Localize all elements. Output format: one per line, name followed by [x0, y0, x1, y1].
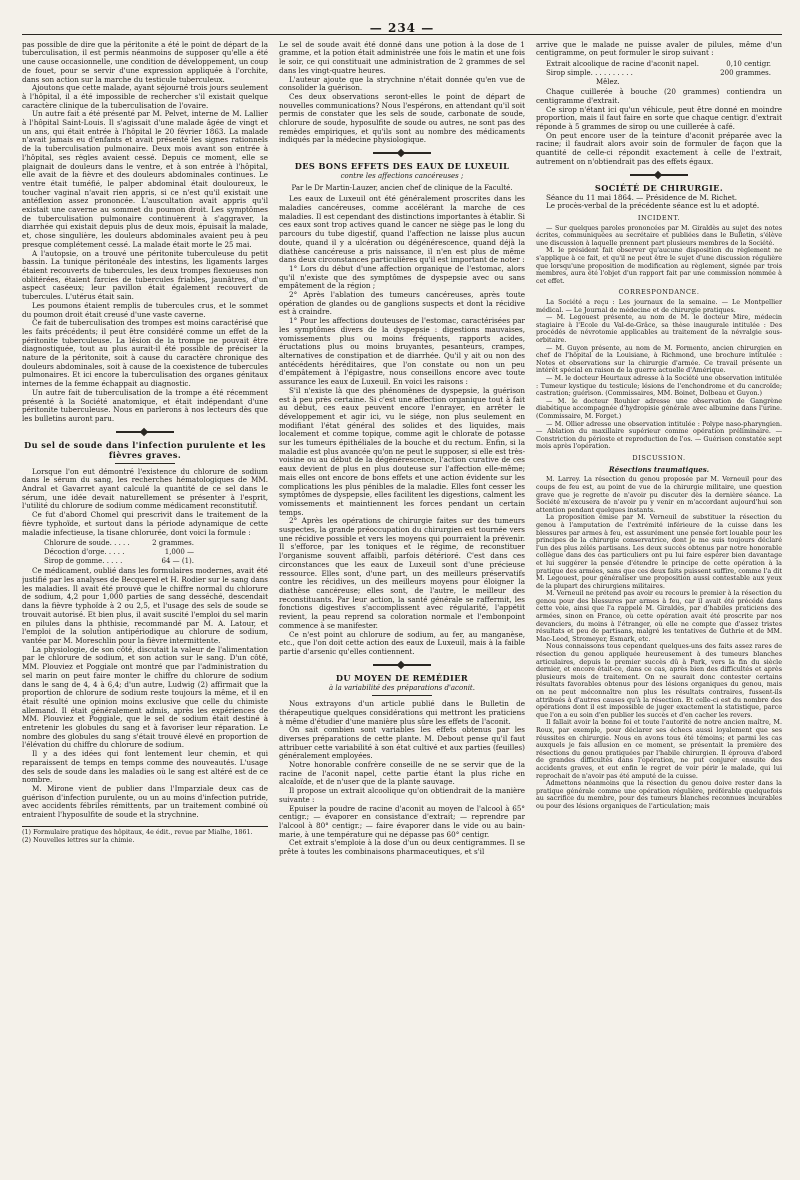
paragraph: Les poumons étaient remplis de tubercules crus, et le sommet du poumon droit était creusé d'une vaste caverne. [22, 300, 268, 319]
section-separator [279, 150, 525, 156]
paragraph: — M. Guyon présente, au nom de M. Formento, ancien chirurgien en chef de l'hôpital de la Louisiane, à Richmond, une brochure intitulée : Notes et observations sur la chirurgie d'armée. Ce travail présente un intérêt spécial en raison de la guerre actuelle d'Amérique. [536, 343, 782, 375]
paragraph: Il y a des idées qui font lentement leur chemin, et qui reparaissent de temps en temps comme des nouveautés. L'usage des sels de soude dans les maladies où le sang est altéré est de ce nombre. [22, 749, 268, 785]
paragraph: — M. Legouest présente, au nom de M. le docteur Mire, médecin stagiaire à l'Ecole du Val-de-Grâce, sa thèse inaugurale intitulée : Des procédés de névrotomie applicables au traitement de la névralgie sous-orbitaire. [536, 313, 782, 345]
recipe-line: Sirop de gomme. . . . . 64 — (1). [44, 556, 194, 565]
paragraph: Ce fut d'abord Chomel qui prescrivit dans le traitement de la fièvre typhoïde, et surtout dans la période adynamique de cette maladie infectieuse, la tisane chlorurée, dont voici la formule : [22, 510, 268, 537]
paragraph: M. le président fait observer qu'aucune disposition du règlement ne s'applique à ce fait, et qu'il ne peut être le sujet d'une discussion régulière que lorsqu'une proposition de modification au règlement, signée par trois membres, aura été l'objet d'un rapport fait par une commission nommée à cet effet. [536, 246, 782, 285]
paragraph: L'auteur ajoute que la strychnine n'était donnée qu'en vue de consolider la guérison. [279, 74, 525, 93]
paragraph: Un autre fait de tuberculisation de la trompe a été récemment présenté à la Société anatomique, et était indépendant d'une péritonite tuberculeuse. Nous en parlerons à nos lecteurs dès que les bulletins auront paru. [22, 387, 268, 423]
column-right [536, 41, 782, 811]
paragraph: La proposition émise par M. Verneuil de substituer la résection du genou à l'amputation de l'extrémité inférieure de la cuisse dans les blessures par armes à feu, est assurément une pensée fort louable pour les principes de la chirurgie conservatrice, dont je me suis toujours déclaré l'un des plus zélés partisans. Les deux succès obtenus par notre honorable collègue dans des cas particuliers ont pu lui faire espérer bien davantage et lui suggérer la pensée d'étendre le principe de cette opération à la pratique des armées, sans que ces deux faits puissent suffire, comme l'a dit M. Legouest, pour généraliser une proposition aussi contestable aux yeux de la plupart des chirurgiens militaires. [536, 513, 782, 590]
paragraph: — M. le docteur Rouhier adresse une observation de Gangrène diabétique accompagnée d'hydropisie générale avec albumine dans l'urine. (Commissaire, M. Forget.) [536, 396, 782, 421]
paragraph: S'il n'existe là que des phénomènes de dyspepsie, la guérison est à peu près certaine. Si c'est une affection organique tout à fait au début, ces eaux peuvent encore l'enrayer, en arrêter le développement et agir ici, vu le siége, non plus seulement en modifiant l'état général des solides et des liquides, mais localement et comme topique, comme agit le chlorate de potasse sur les tumeurs épithéliales de la bouche et du rectum. Enfin, si la maladie est plus avancée qu'on ne peut le supposer, si elle est très-voisine ou au début de la dégénérescence, l'action curative de ces eaux devient de plus en plus douteuse sur l'affection elle-même; mais elles ont encore de bons effets et une action évidente sur les complications les plus pénibles de la maladie. Elles font cesser les symptômes de dyspepsie, elles facilitent les digestions, calment les vomissements et maintiennent les forces pendant un certain temps. [279, 385, 525, 517]
footnote: (2) Nouvelles lettres sur la chimie. [22, 835, 135, 844]
paragraph: On peut encore user de la teinture d'aconit préparée avec la racine; il faudrait alors avoir soin de formuler de façon que la quantité de celle-ci répondit exactement à celle de l'extrait, autrement on n'obtiendrait pas des effets égaux. [536, 130, 782, 166]
paragraph: La Société a reçu : Les journaux de la semaine. — Le Montpellier médical. — Le Journal de médecine et de chirurgie pratiques. [536, 298, 782, 314]
title-rule [372, 695, 432, 696]
recipe-line: Chlorure de soude. . . . . 2 grammes. [44, 539, 194, 548]
paragraph: Ce médicament, oublié dans les formulaires modernes, avait été justifié par les analyses de Becquerel et H. Rodier sur le sang dans les maladies. Il avait été prouvé que le chiffre normal du chlorure de sodium, 4,2 pour 1,000 parties de sang desséché, descendait dans la fièvre typhoïde à 2 ou 2,5, et l'usage des sels de soude se trouvait autorisé. Et bien plus, il avait suscité l'emploi du sel marin en pilules dans la phthisie, recommandé par M. A. Latour, et l'emploi de la solution antipériodique au chlorure de sodium, vantée par M. Moreschlin pour la fièvre intermittente. [22, 566, 268, 645]
paragraph: Le sel de soude avait été donné dans une potion à la dose de 1 gramme, et la potion était administrée une fois le matin et une fois le soir, ce qui constituait une administration de 2 grammes de sel dans les vingt-quatre heures. [279, 40, 525, 75]
article-title: DES BONS EFFETS DES EAUX DE LUXEUIL [294, 161, 510, 172]
paragraph: Nous extrayons d'un article publié dans le Bulletin de thérapeutique quelques considérations qui mettront les praticiens à même d'étudier d'une manière plus sûre les effets de l'aconit. [279, 699, 525, 726]
paragraph: M. Verneuil ne prétend pas avoir eu recours le premier à la résection du genou pour des blessures par armes à feu, car il avait été précédé dans cette voie, ainsi que l'a rappelé M. Giraldès, par d'habiles praticiens des armées, sinon en France, où cette opération avait été proscrite par nos devanciers, du moins à l'étranger, où elle ne compte que d'assez tristes résultats et peu de partisans, malgré les tentatives de Guthrie et de MM. Mac-Leod, Stromeyer, Esmark, etc. [536, 589, 782, 643]
paragraph: — Sur quelques paroles prononcées par M. Giraldès au sujet des notes écrites, communiquées au secrétaire et publiées dans le Bulletin, s'élève une discussion à laquelle prennent part plusieurs membres de la Société. [536, 223, 782, 247]
paragraph: Epuiser la poudre de racine d'aconit au moyen de l'alcool à 65° centigr.; — évaporer en consistance d'extrait; — reprendre par l'alcool à 80° centigr.; — faire évaporer dans le vide ou au bain-marie, à une température qui ne dépasse pas 60° centigr. [279, 803, 525, 839]
paragraph: arrive que le malade ne puisse avaler de pilules, même d'un centigramme, on peut formuler le sirop suivant : [536, 40, 782, 58]
paragraph: 2° Après l'ablation des tumeurs cancéreuses, après toute opération de glandes ou de ganglions suspects et dont la récidive est à craindre. [279, 290, 525, 317]
syrup-recipe [546, 60, 782, 86]
section-label: DISCUSSION. [632, 453, 686, 462]
title-rule [115, 463, 175, 464]
paragraph: — M. le docteur Heurtaux adresse à la Société une observation intitulée : Tumeur kystique du testicule; lésions de l'enchondrome et du cancroïde; castration; guérison. (Commissaires, MM. Boinet, Dolbeau et Guyon.) [536, 374, 782, 398]
paragraph: pas possible de dire que la péritonite a été le point de départ de la tuberculisation, il est permis néanmoins de supposer qu'elle a été une cause occasionnelle, une condition de développement, un coup de fouet, pour se servir d'une expression appliquée à l'orchite, dans son action sur la marche du testicule tuberculeux. [22, 40, 268, 84]
paragraph: M. Mirone vient de publier dans l'Imparziale deux cas de guérison d'infection purulente, ou un au moins d'infection putride, avec accidents fébriles rémittents, par un traitement combiné où entraient l'hyposulfite de soude et la strychnine. [22, 783, 268, 820]
paragraph: M. Larrey. La résection du genou proposée par M. Verneuil pour des coups de feu est, au point de vue de la chirurgie militaire, une question grave que je regrette de n'avoir pu discuter dès la dernière séance. La Société m'excusera de n'avoir pu y venir en m'accordant aujourd'hui son attention pendant quelques instants. [536, 475, 782, 514]
paragraph: Nous connaissons tous cependant quelques-uns des faits assez rares de résection du genou appliquée heureusement à des tumeurs blanches articulaires, depuis le premier succès dû à Park, vers la fin du siècle dernier, et encore était-ce, dans ce cas, après bien des difficultés et après plusieurs mois de traitement. On ne saurait donc contester certains résultats favorables obtenus pour des lésions organiques du genou, mais on ne peut méconnaître non plus les résultats contraires, fussent-ils attribués à d'autres causes qu'à la résection. Et celle-ci est du nombre des opérations dont il est impossible de juger exactement la statistique, parce que l'on a eu soin d'en publier les succès et d'en cacher les revers. [536, 642, 782, 719]
paragraph: Il fallait avoir la bonne foi et toute l'autorité de notre ancien maître, M. Roux, par exemple, pour déclarer ses échecs aussi loyalement que ses réussites en chirurgie. Nous en avons tous été témoins; et parmi les cas auxquels je fais allusion en ce moment, se présentait la première des résections du genou pratiquées par l'habile chirurgien. Il éprouva d'abord de grandes difficultés dans l'opération, ne put conjurer ensuite des accidents graves, et eut enfin le regret de voir périr le malade, qui lui reprochait de n'avoir pas été amputé de la cuisse. [536, 718, 782, 780]
paragraph: Lorsque l'on eut démontré l'existence du chlorure de sodium dans le sérum du sang, les recherches hématologiques de MM. Andral et Gavarret ayant calculé la quantité de ce sel dans le sérum, une idée devait naturellement se présenter à l'esprit, l'utilité du chlorure de sodium comme médicament reconstitutif. [22, 466, 268, 511]
paragraph: Ce fait de tuberculisation des trompes est moins caractérisé que les faits précédents; il peut être considéré comme un effet de la péritonite tuberculeuse. La lésion de la trompe ne pouvait être diagnostiquée, tout au plus aurait-il été possible de préciser la nature de la péritonite, soit à cause du caractère chronique des douleurs abdominales, soit à cause de la coexistence de tubercules pulmonaires. Et ici encore la tuberculisation des organes génitaux internes de la femme échappait au diagnostic. [22, 318, 268, 389]
paragraph: Chaque cuillerée à bouche (20 grammes) contiendra un centigramme d'extrait. [536, 87, 782, 105]
section-label: INCIDENT. [637, 213, 681, 222]
section-separator [279, 662, 525, 668]
recipe-line: Mêlez. [596, 77, 620, 86]
footnotes [22, 826, 268, 845]
three-columns [22, 41, 782, 857]
paragraph: Ces deux observations seront-elles le point de départ de nouvelles communications? Nous l'espérons, en attendant qu'il soit permis de constater que les sels de soude, carbonate de soude, chlorure de soude, hyposulfite de soude ou autres, ne sont pas des remèdes empiriques, et qu'ils sont au nombre des médicaments indiqués par la médecine physiologique. [279, 91, 525, 145]
paragraph: Un autre fait a été présenté par M. Pelvet, interne de M. Lallier à l'hôpital Saint-Louis. Il s'agissait d'une malade âgée de vingt et un ans, qui était entrée à l'hôpital le 20 février 1863. La malade n'avait jamais eu d'enfants et avait présenté les signes rationnels de la tuberculisation pulmonaire. Deux mois avant son entrée à l'hôpital, ses règles avaient cessé. Depuis ce moment, elle se plaignait de douleurs dans le ventre, et à son entrée à l'hôpital, elle avait de la fièvre et des douleurs abdominales continues. Le ventre était tuméfié, le palper abdominal était douloureux, le toucher vaginal n'avait rien appris, si ce n'est qu'il existait une antéflexion assez prononcée. L'auscultation avait appris qu'il existait une caverne au sommet du poumon droit. Les symptômes de tuberculisation pulmonaire continuèrent à s'aggraver, la diarrhée qui existait depuis plus de deux mois, épuisait la malade, et, chose singulière, les douleurs abdominales avaient peu à peu presque complétement cessé. La malade était morte le 25 mai. [22, 109, 268, 249]
paragraph: 2° Après les opérations de chirurgie faites sur des tumeurs suspectes, la grande préoccupation du chirurgien est tournée vers une récidive possible et vers les moyens qui pourraient la prévenir. Il s'efforce, par les toniques et le régime, de reconstituer l'organisme souvent affaibli, parfois détérioré. C'est dans ces circonstances que les eaux de Luxeuil sont d'une précieuse ressource. Elles sont, d'une part, un des meilleurs préservatifs contre les récidives, un des meilleurs moyens pour éloigner la diathèse cancéreuse; elles sont, de l'autre, le meilleur des reconstituants. Par leur action, la santé générale se raffermit, les fonctions digestives s'accomplissent avec régularité, l'appétit revient, la peau reprend sa coloration normale et l'embonpoint commence à se manifester. [279, 516, 525, 630]
article-byline: Par le Dr Martin-Lauzer, ancien chef de clinique de la Faculté. [291, 183, 513, 192]
recipe-line: Extrait alcoolique de racine d'aconit napel. 0,10 centigr. [546, 60, 771, 69]
page-number: — 234 — [369, 21, 435, 35]
session-line: Séance du 11 mai 1864. — Présidence de M. Richet. [546, 192, 738, 202]
article-title: Du sel de soude dans l'infection purulente et les fièvres graves. [24, 439, 266, 460]
paragraph: On sait combien sont variables les effets obtenus par les diverses préparations de cette plante. M. Debout pense qu'il faut attribuer cette variabilité à son état cultivé et aux parties (feuilles) généralement employées. [279, 725, 525, 761]
recipe-line: Sirop simple. . . . . . . . . . 200 grammes. [546, 68, 771, 77]
column-left [22, 41, 268, 845]
article-subtitle: contre les affections cancéreuses ; [340, 172, 464, 181]
paragraph: Ce sirop n'étant ici qu'un véhicule, peut être donné en moindre proportion, mais il faut faire en sorte que chaque centigr. d'extrait réponde à 5 grammes de sirop ou une cuillerée à café. [536, 104, 782, 132]
paragraph: La physiologie, de son côté, discutait la valeur de l'alimentation par le chlorure de sodium, et son action sur le sang. D'un côté, MM. Plouviez et Poggiale ont montré que par l'administration du sel marin on peut faire monter le chiffre du chlorure de sodium dans le sang de 4, 4 à 6,4; d'un autre, Ludwig (2) affirmait que la proportion de chlorure de sodium reste toujours la même, et il en était résulté une opinion moins exclusive que celle du chimiste allemand. Il était généralement admis, après les expériences de MM. Plouviez et Poggiale, que le sel de sodium était destiné à entretenir les globules du sang et à favoriser leur réparation. Le nombre des globules du sang s'était trouvé élevé en proportion de l'élévation du chiffre du chlorure de sodium. [22, 644, 268, 750]
column-middle [279, 41, 525, 857]
paragraph: 1° Lors du début d'une affection organique de l'estomac, alors qu'il n'existe que des symptômes de dyspepsie avec ou sans empâtement de la région ; [279, 263, 525, 291]
paragraph: Ce n'est point au chlorure de sodium, au fer, au manganèse, etc., que l'on doit cette action des eaux de Luxeuil, mais à la faible partie d'arsenic qu'elles contiennent. [279, 629, 525, 656]
paragraph: — M. Ollier adresse une observation intitulée : Polype naso-pharyngien. — Ablation du maxillaire supérieur comme opération préliminaire. — Constriction du périoste et reproduction de l'os. — Guérison constatée sept mois après l'opération. [536, 419, 782, 451]
section-label: CORRESPONDANCE. [618, 288, 700, 297]
paragraph: Cet extrait s'emploie à la dose d'un ou deux centigrammes. Il se prête à toutes les combinaisons pharmaceutiques, et s'il [279, 838, 525, 857]
paragraph: Le procès-verbal de la précédente séance est lu et adopté. [546, 201, 760, 211]
paragraph: 1° Pour les affections douteuses de l'estomac, caractérisées par les symptômes divers de la dyspepsie : digestions mauvaises, vomissements plus ou moins fréquents, rapports acides, éructations plus ou moins bruyantes, pesanteurs, crampes, alternatives de constipation et de diarrhée. Qu'il y ait ou non des antécédents héréditaires, que l'on constate ou non un peu d'empâtement à l'épigastre, nous conseillons encore avec toute assurance les eaux de Luxeuil. En voici les raisons : [279, 316, 525, 387]
paragraph: Ajoutons que cette malade, ayant séjourné trois jours seulement à l'hôpital, il a été impossible de rechercher s'il existait quelque caractère clinique de la tuberculisation de l'ovaire. [22, 83, 268, 110]
article-subtitle: à la variabilité des préparations d'aconit. [329, 683, 475, 692]
section-separator [22, 429, 268, 435]
recipe-line: Décoction d'orge. . . . . 1,000 — [44, 547, 194, 556]
society-title: SOCIÉTÉ DE CHIRURGIE. [594, 182, 724, 193]
paragraph: Notre honorable confrère conseille de ne se servir que de la racine de l'aconit napel, cette partie étant la plus riche en alcaloïde, et de n'user que de la plante sauvage. [279, 760, 525, 787]
footnote: (1) Formulaire pratique des hôpitaux, 4e édit., revue par Mialhe, 1861. [22, 827, 253, 836]
formula-recipe [44, 539, 268, 565]
paragraph: A l'autopsie, on a trouvé une péritonite tuberculeuse du petit bassin. La tunique péritonéale des intestins, les ligaments larges étaient recouverts de tubercules, les deux trompes flexueuses non oblitérées, étaient farcies de tubercules friables, jaunâtres, d'un aspect caséeux; leur pavillon était également recouvert de tubercules. L'utérus était sain. [22, 248, 268, 302]
paragraph: Il propose un extrait alcoolique qu'on obtiendrait de la manière suivante : [279, 786, 525, 804]
paragraph: Admettons néanmoins que la résection du genou doive rester dans la pratique générale comme une opération régulière, préférable quelquefois au sacrifice du membre, pour des tumeurs blanches reconnues incurables ou pour des lésions organiques de l'articulation; mais [536, 779, 782, 810]
article-title: DU MOYEN DE REMÉDIER [335, 672, 469, 683]
section-separator [536, 172, 782, 178]
discussion-subtitle: Résections traumatiques. [608, 464, 710, 474]
paragraph: Les eaux de Luxeuil ont été généralement proscrites dans les maladies cancéreuses, comme accélérant la marche de ces maladies. Il est cependant des distinctions importantes à établir. Si ces eaux sont trop actives quand le cancer ne siège pas le long du parcours du tube digestif, quand l'affection ne laisse plus aucun doute, quand il y a ulcération ou dégénérescence, quand déjà la diathèse cancéreuse a pris naissance, il n'en est plus de même dans deux circonstances particulières qu'il est important de noter : [279, 194, 525, 265]
